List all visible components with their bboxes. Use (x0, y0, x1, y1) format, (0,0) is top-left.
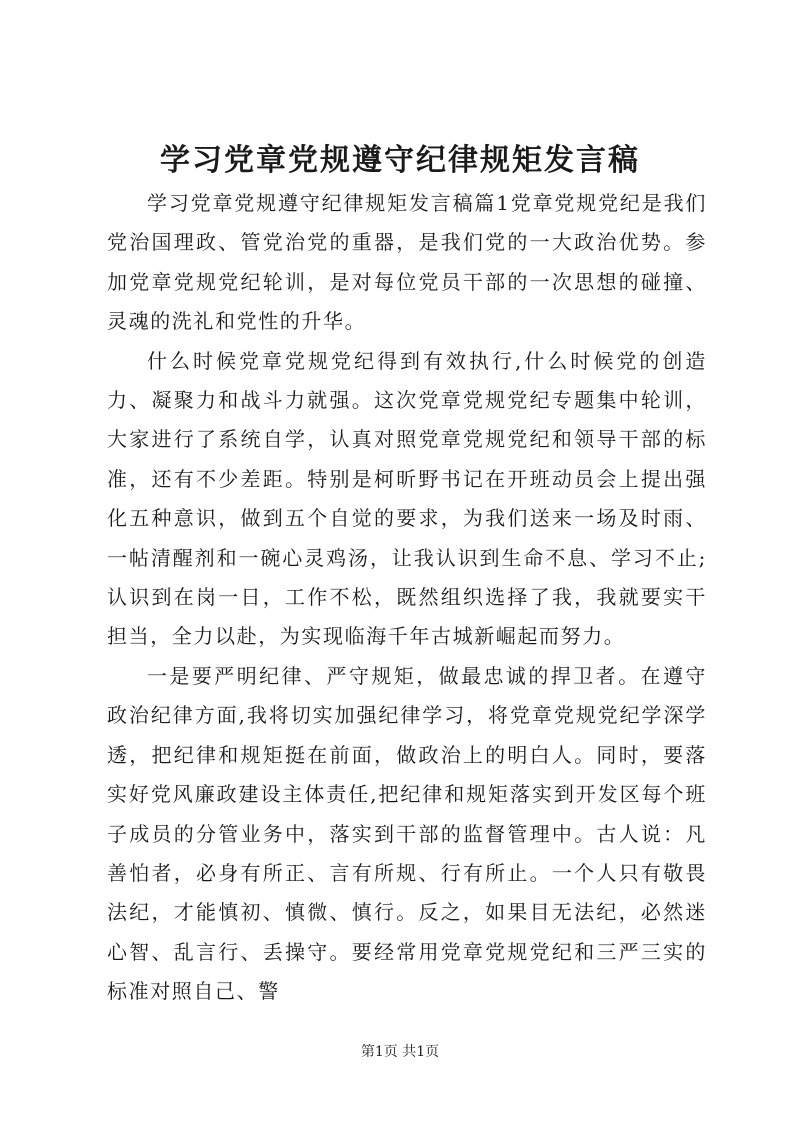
paragraph-1: 学习党章党规遵守纪律规矩发言稿篇1党章党规党纪是我们党治国理政、管党治党的重器，是我们党的一大政治优势。参加党章党规党纪轮训，是对每位党员干部的一次思想的碰撞、灵魂的洗礼和党性的升华。 (107, 191, 707, 334)
document-body (107, 184, 707, 1012)
paragraph-3: 一是要严明纪律、严守规矩，做最忠诚的捍卫者。在遵守政治纪律方面,我将切实加强纪律学习，将党章党规党纪学深学透，把纪律和规矩挺在前面，做政治上的明白人。同时，要落实好党风廉政建设主体责任,把纪律和规矩落实到开发区每个班子成员的分管业务中，落实到干部的监督管理中。古人说：凡善怕者，必身有所正、言有所规、行有所止。一个人只有敬畏法纪，才能慎初、慎微、慎行。反之，如果目无法纪，必然迷心智、乱言行、丢操守。要经常用党章党规党纪和三严三实的标准对照自己、警 (107, 663, 707, 1004)
paragraph-2: 什么时候党章党规党纪得到有效执行,什么时候党的创造力、凝聚力和战斗力就强。这次党章党规党纪专题集中轮训，大家进行了系统自学，认真对照党章党规党纪和领导干部的标准，还有不少差距。特别是柯昕野书记在开班动员会上提出强化五种意识，做到五个自觉的要求，为我们送来一场及时雨、一帖清醒剂和一碗心灵鸡汤，让我认识到生命不息、学习不止;认识到在岗一日，工作不松，既然组织选择了我，我就要实干担当，全力以赴，为实现临海千年古城新崛起而努力。 (107, 348, 707, 649)
page-footer: 第1页 共1页 (360, 1044, 440, 1060)
document-title: 学习党章党规遵守纪律规矩发言稿 (160, 143, 640, 178)
